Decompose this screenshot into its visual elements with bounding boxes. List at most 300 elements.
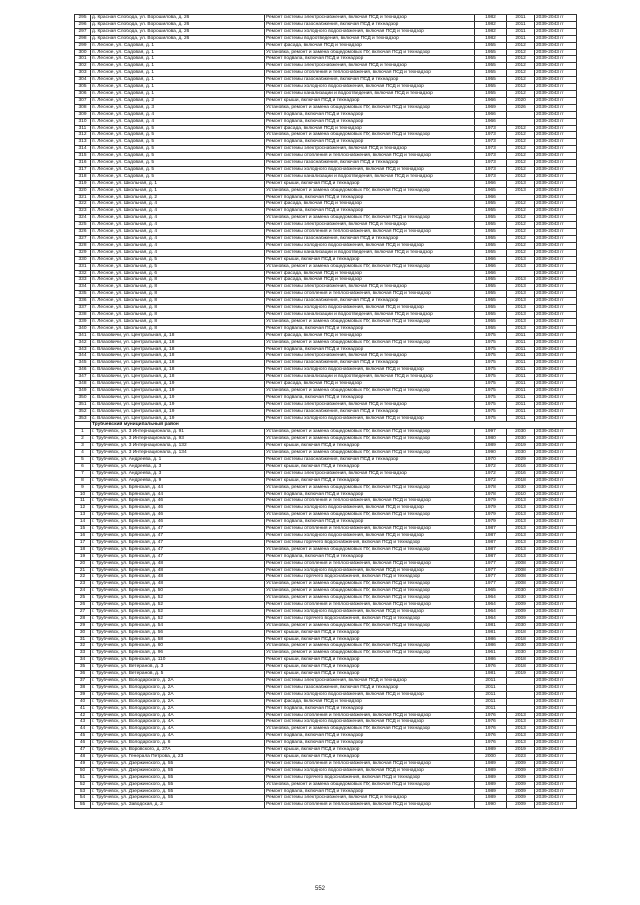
cell-per: 2039-2043 гг [535, 470, 577, 477]
cell-y1: 1964 [475, 602, 507, 609]
cell-addr: г. Трубчевск, ул. Володарского, д. 2А [91, 678, 265, 685]
table-row [75, 194, 577, 201]
cell-per: 2039-2043 гг [535, 491, 577, 498]
cell-work: Ремонт фасада, включая ПСД и технадзор [265, 277, 475, 284]
cell-y2 [507, 194, 535, 201]
table-row [75, 146, 577, 153]
cell-y2: 2008 [507, 567, 535, 574]
cell-y2: 2030 [507, 588, 535, 595]
cell-per: 2039-2043 гг [535, 788, 577, 795]
cell-y1: 1989 [475, 774, 507, 781]
table-row [75, 567, 577, 574]
cell-addr: г. Трубчевск, ул. Брянская, д. 52 [91, 602, 265, 609]
cell-y2: 2013 [507, 284, 535, 291]
document-page [74, 14, 576, 809]
cell-num: 337 [75, 305, 91, 312]
cell-y2: 2013 [507, 298, 535, 305]
cell-work: Ремонт системы горячего водоснабжения, включая ПСД и технадзор [265, 615, 475, 622]
cell-y1: 1955 [475, 90, 507, 97]
cell-num: 43 [75, 719, 91, 726]
cell-work: Ремонт системы электроснабжения, включая ПСД и технадзор [265, 15, 475, 22]
cell-addr: п. Лесное, ул. Школьная, д. 8 [91, 277, 265, 284]
cell-y1: 1982 [475, 35, 507, 42]
cell-per: 2039-2043 гг [535, 35, 577, 42]
table-row [75, 671, 577, 678]
cell-addr: г. Трубчевск, ул. 3 Интернационала, д. 93 [91, 436, 265, 443]
cell-work: Установка, ремонт и замена общедомовых ПУ, включая ПСД и технадзор [265, 781, 475, 788]
cell-num: 326 [75, 229, 91, 236]
cell-y2: 2012 [507, 166, 535, 173]
table-row [75, 684, 577, 691]
cell-num: 320 [75, 187, 91, 194]
cell-y1: 1975 [475, 332, 507, 339]
cell-y2: 2012 [507, 125, 535, 132]
cell-work: Ремонт системы отопления и теплоснабжения, включая ПСД и технадзор [265, 70, 475, 77]
cell-y1: 1976 [475, 664, 507, 671]
cell-y2: 2019 [507, 747, 535, 754]
cell-per: 2039-2043 гг [535, 747, 577, 754]
cell-y2: 2013 [507, 539, 535, 546]
table-row [75, 705, 577, 712]
cell-work: Ремонт системы отопления и теплоснабжения, включая ПСД и технадзор [265, 498, 475, 505]
cell-work: Установка, ремонт и замена общедомовых ПУ, включая ПСД и технадзор [265, 436, 475, 443]
cell-y2: 2013 [507, 712, 535, 719]
cell-addr: п. Лесное, ул. Садовая, д. 4 [91, 111, 265, 118]
cell-per: 2039-2043 гг [535, 498, 577, 505]
cell-y2: 2013 [507, 526, 535, 533]
cell-y2: 2012 [507, 215, 535, 222]
cell-y2: 2013 [507, 291, 535, 298]
cell-per: 2039-2043 гг [535, 15, 577, 22]
table-row [75, 574, 577, 581]
table-row [75, 774, 577, 781]
table-row [75, 291, 577, 298]
cell-work: Установка, ремонт и замена общедомовых ПУ, включая ПСД и технадзор [265, 104, 475, 111]
cell-num: 18 [75, 546, 91, 553]
cell-per: 2039-2043 гг [535, 664, 577, 671]
cell-num: 27 [75, 608, 91, 615]
cell-work: Ремонт системы газоснабжения, включая ПСД и технадзор [265, 684, 475, 691]
cell-per: 2039-2043 гг [535, 567, 577, 574]
cell-addr: г. Трубчевск, ул. Брянская, д. 46 [91, 519, 265, 526]
cell-y2 [507, 691, 535, 698]
table-row [75, 173, 577, 180]
cell-num: 353 [75, 415, 91, 422]
cell-work: Установка, ремонт и замена общедомовых ПУ, включая ПСД и технадзор [265, 132, 475, 139]
cell-num: 16 [75, 532, 91, 539]
cell-addr: п. Лесное, ул. Школьная, д. 4 [91, 208, 265, 215]
cell-y1: 1955 [475, 77, 507, 84]
cell-y2: 2011 [507, 21, 535, 28]
cell-y1: 1955 [475, 49, 507, 56]
cell-y2: 2012 [507, 153, 535, 160]
table-row [75, 256, 577, 263]
cell-y1: 1972 [475, 463, 507, 470]
cell-per: 2039-2043 гг [535, 539, 577, 546]
table-row [75, 84, 577, 91]
table-row [75, 35, 577, 42]
cell-addr: п. Лесное, ул. Садовая, д. 1 [91, 70, 265, 77]
cell-num: 42 [75, 712, 91, 719]
cell-y2: 2026 [507, 104, 535, 111]
cell-num: 349 [75, 387, 91, 394]
table-row [75, 132, 577, 139]
cell-addr: г. Трубчевск, ул. 3 Интернационала, д. 134 [91, 450, 265, 457]
table-row [75, 664, 577, 671]
cell-work: Установка, ремонт и замена общедомовых ПУ, включая ПСД и технадзор [265, 387, 475, 394]
cell-addr: п. Лесное, ул. Школьная, д. 2 [91, 194, 265, 201]
cell-y1: 2011 [475, 684, 507, 691]
table-row [75, 802, 577, 809]
cell-num: 14 [75, 519, 91, 526]
cell-y1: 1987 [475, 532, 507, 539]
cell-work: Ремонт системы электроснабжения, включая ПСД и технадзор [265, 284, 475, 291]
cell-y1: 1973 [475, 132, 507, 139]
cell-y1: 1975 [475, 367, 507, 374]
cell-addr: г. Трубчевск, ул. Дзержинского, д. 55 [91, 760, 265, 767]
cell-work: Ремонт системы холодного водоснабжения, включая ПСД и технадзор [265, 166, 475, 173]
section-header-group [75, 422, 577, 429]
cell-y1: 1955 [475, 298, 507, 305]
cell-num: 334 [75, 284, 91, 291]
table-row [75, 470, 577, 477]
cell-addr: г. Трубчевск, ул. Брянская, д. 47 [91, 539, 265, 546]
cell-y1: 1989 [475, 760, 507, 767]
cell-y1: 1966 [475, 97, 507, 104]
cell-num: 46 [75, 740, 91, 747]
cell-addr: г. Трубчевск, ул. Володарского, д. 2А [91, 705, 265, 712]
cell-num: 344 [75, 353, 91, 360]
cell-num: 35 [75, 664, 91, 671]
cell-addr: г. Трубчевск, ул. Брянская, д. 48 [91, 574, 265, 581]
cell-addr: с. Влазовичи, ул. Центральная, д. 18 [91, 360, 265, 367]
cell-addr: г. Трубчевск, ул. Брянская, д. 46 [91, 505, 265, 512]
cell-y2: 2011 [507, 339, 535, 346]
cell-y2: 2011 [507, 408, 535, 415]
cell-per: 2039-2043 гг [535, 553, 577, 560]
table-row [75, 740, 577, 747]
cell-y1: 1964 [475, 615, 507, 622]
cell-per: 2039-2043 гг [535, 146, 577, 153]
cell-addr: п. Лесное, ул. Садовая, д. 5 [91, 139, 265, 146]
cell-per: 2039-2043 гг [535, 284, 577, 291]
table-row [75, 450, 577, 457]
cell-work: Ремонт подвала, включая ПСД и технадзор [265, 519, 475, 526]
cell-work: Ремонт системы холодного водоснабжения, включая ПСД и технадзор [265, 767, 475, 774]
cell-work: Установка, ремонт и замена общедомовых ПУ, включая ПСД и технадзор [265, 650, 475, 657]
cell-y2: 2030 [507, 450, 535, 457]
cell-y2: 2012 [507, 236, 535, 243]
cell-y1: 1966 [475, 270, 507, 277]
cell-work: Ремонт фасада, включая ПСД и технадзор [265, 201, 475, 208]
cell-num: 26 [75, 602, 91, 609]
table-row [75, 311, 577, 318]
cell-y1: 1955 [475, 229, 507, 236]
section-header-row [75, 422, 577, 429]
cell-y1: 1955 [475, 201, 507, 208]
cell-num: 49 [75, 760, 91, 767]
cell-addr: г. Трубчевск, ул. Андреева, д. 3 [91, 463, 265, 470]
cell-num: 40 [75, 698, 91, 705]
cell-addr: г. Трубчевск, ул. Брянская, д. 58 [91, 636, 265, 643]
cell-y1: 1955 [475, 291, 507, 298]
cell-y1: 1975 [475, 415, 507, 422]
cell-per: 2039-2043 гг [535, 457, 577, 464]
cell-y2: 2016 [507, 463, 535, 470]
cell-y1: 1975 [475, 346, 507, 353]
cell-y1: 1987 [475, 546, 507, 553]
cell-y2: 2011 [507, 353, 535, 360]
cell-y2: 2012 [507, 56, 535, 63]
cell-num: 55 [75, 802, 91, 809]
cell-y1: 1986 [475, 657, 507, 664]
cell-y2: 2009 [507, 602, 535, 609]
cell-y2: 2018 [507, 636, 535, 643]
cell-y2: 2013 [507, 553, 535, 560]
cell-addr: г. Трубчевск, ул. Володарского, д. 4А [91, 712, 265, 719]
cell-num: 322 [75, 201, 91, 208]
cell-num: 325 [75, 222, 91, 229]
cell-per: 2039-2043 гг [535, 602, 577, 609]
cell-addr: г. Трубчевск, ул. Брянская, д. 52 [91, 615, 265, 622]
cell-y2: 2011 [507, 35, 535, 42]
cell-num: 330 [75, 256, 91, 263]
cell-addr: г. Трубчевск, ул. Дзержинского, д. 55 [91, 767, 265, 774]
cell-per: 2039-2043 гг [535, 767, 577, 774]
cell-work: Ремонт системы электроснабжения, включая ПСД и технадзор [265, 678, 475, 685]
cell-y1: 1977 [475, 560, 507, 567]
cell-y1: 1955 [475, 318, 507, 325]
cell-per: 2039-2043 гг [535, 712, 577, 719]
cell-num: 33 [75, 650, 91, 657]
cell-num: 303 [75, 70, 91, 77]
cell-work: Установка, ремонт и замена общедомовых ПУ, включая ПСД и технадзор [265, 546, 475, 553]
cell-y1: 1976 [475, 740, 507, 747]
cell-y2: 2011 [507, 332, 535, 339]
cell-addr: п. Лесное, ул. Школьная, д. 4 [91, 201, 265, 208]
cell-y2: 2012 [507, 132, 535, 139]
cell-per: 2039-2043 гг [535, 574, 577, 581]
cell-y2: 2012 [507, 160, 535, 167]
table-row [75, 104, 577, 111]
table-row [75, 215, 577, 222]
cell-addr: г. Трубчевск, ул. Воровского, д. 27А [91, 747, 265, 754]
cell-y2: 2019 [507, 671, 535, 678]
cell-num: 47 [75, 747, 91, 754]
cell-num: 342 [75, 339, 91, 346]
cell-per: 2039-2043 гг [535, 588, 577, 595]
table-row [75, 519, 577, 526]
cell-addr: п. Лесное, ул. Садовая, д. 5 [91, 125, 265, 132]
cell-work: Установка, ремонт и замена общедомовых ПУ, включая ПСД и технадзор [265, 339, 475, 346]
cell-work: Ремонт системы отопления и теплоснабжения, включая ПСД и технадзор [265, 229, 475, 236]
cell-y2: 2010 [507, 491, 535, 498]
cell-y1: 1955 [475, 305, 507, 312]
cell-work: Ремонт фасада, включая ПСД и технадзор [265, 381, 475, 388]
table-row [75, 139, 577, 146]
table-row [75, 415, 577, 422]
cell-num: 295 [75, 15, 91, 22]
table-row [75, 546, 577, 553]
cell-work: Ремонт системы электроснабжения, включая ПСД и технадзор [265, 795, 475, 802]
cell-addr: г. Трубчевск, ул. Заводская, д. 2 [91, 802, 265, 809]
table-row [75, 153, 577, 160]
cell-y1: 1970 [475, 457, 507, 464]
cell-y1: 1973 [475, 146, 507, 153]
cell-addr: п. Лесное, ул. Садовая, д. 5 [91, 160, 265, 167]
cell-y2: 2013 [507, 187, 535, 194]
table-row [75, 201, 577, 208]
cell-y1: 1975 [475, 381, 507, 388]
cell-y1: 1979 [475, 505, 507, 512]
cell-y2: 2013 [507, 740, 535, 747]
cell-addr: п. Лесное, ул. Школьная, д. 8 [91, 305, 265, 312]
cell-y1: 1975 [475, 387, 507, 394]
cell-per: 2039-2043 гг [535, 311, 577, 318]
cell-num: 29 [75, 622, 91, 629]
cell-per: 2039-2043 гг [535, 463, 577, 470]
cell-num: 299 [75, 42, 91, 49]
cell-per: 2039-2043 гг [535, 774, 577, 781]
cell-y2: 2023 [507, 753, 535, 760]
cell-work: Ремонт крыши, включая ПСД и технадзор [265, 477, 475, 484]
cell-y1: 1955 [475, 63, 507, 70]
cell-per: 2039-2043 гг [535, 180, 577, 187]
table-row [75, 97, 577, 104]
cell-per: 2039-2043 гг [535, 194, 577, 201]
cell-work: Ремонт системы канализации и водоотведения, включая ПСД и технадзор [265, 173, 475, 180]
cell-per: 2039-2043 гг [535, 415, 577, 422]
cell-addr: п. Лесное, ул. Садовая, д. 1 [91, 42, 265, 49]
cell-addr: с. Влазовичи, ул. Центральная, д. 19 [91, 387, 265, 394]
cell-addr: г. Трубчевск, ул. 3 Интернационала, д. 91 [91, 429, 265, 436]
table-row [75, 719, 577, 726]
cell-work: Установка, ремонт и замена общедомовых ПУ, включая ПСД и технадзор [265, 512, 475, 519]
cell-y1: 1979 [475, 498, 507, 505]
cell-y2: 2009 [507, 608, 535, 615]
table-row [75, 505, 577, 512]
table-row [75, 712, 577, 719]
cell-per: 2039-2043 гг [535, 546, 577, 553]
cell-num: 298 [75, 35, 91, 42]
cell-y2: 2012 [507, 42, 535, 49]
cell-work: Ремонт подвала, включая ПСД и технадзор [265, 208, 475, 215]
cell-addr: п. Лесное, ул. Школьная, д. 4 [91, 229, 265, 236]
cell-addr: п. Лесное, ул. Садовая, д. 1 [91, 63, 265, 70]
cell-per: 2039-2043 гг [535, 270, 577, 277]
cell-y2 [507, 270, 535, 277]
cell-work: Ремонт подвала, включая ПСД и технадзор [265, 553, 475, 560]
cell-per: 2039-2043 гг [535, 678, 577, 685]
cell-y1: 1966 [475, 194, 507, 201]
cell-y1: 1972 [475, 477, 507, 484]
table-row [75, 263, 577, 270]
cell-addr: п. Лесное, ул. Школьная, д. 4 [91, 249, 265, 256]
cell-per: 2039-2043 гг [535, 532, 577, 539]
cell-num: 45 [75, 733, 91, 740]
table-row [75, 657, 577, 664]
table-row [75, 526, 577, 533]
cell-work: Ремонт фасада, включая ПСД и технадзор [265, 698, 475, 705]
cell-work: Ремонт системы канализации и водоотведения, включая ПСД и технадзор [265, 90, 475, 97]
cell-work: Ремонт системы горячего водоснабжения, включая ПСД и технадзор [265, 774, 475, 781]
cell-y2: 2012 [507, 201, 535, 208]
table-row [75, 678, 577, 685]
cell-y2: 2011 [507, 360, 535, 367]
cell-addr: г. Трубчевск, ул. Брянская, д. 47 [91, 553, 265, 560]
cell-y1: 1965 [475, 187, 507, 194]
cell-y2: 2012 [507, 90, 535, 97]
cell-work: Установка, ремонт и замена общедомовых ПУ, включая ПСД и технадзор [265, 263, 475, 270]
cell-per: 2039-2043 гг [535, 118, 577, 125]
cell-y2: 2009 [507, 802, 535, 809]
cell-y1: 1990 [475, 802, 507, 809]
cell-per: 2039-2043 гг [535, 581, 577, 588]
cell-num: 321 [75, 194, 91, 201]
table-row [75, 636, 577, 643]
cell-num: 4 [75, 450, 91, 457]
cell-work: Ремонт системы холодного водоснабжения, включая ПСД и технадзор [265, 84, 475, 91]
table-row [75, 581, 577, 588]
cell-num: 305 [75, 84, 91, 91]
cell-addr: с. Влазовичи, ул. Центральная, д. 18 [91, 346, 265, 353]
cell-y1: 1975 [475, 339, 507, 346]
cell-per: 2039-2043 гг [535, 381, 577, 388]
cell-num: 297 [75, 28, 91, 35]
cell-y1: 1977 [475, 567, 507, 574]
cell-y1: 2011 [475, 705, 507, 712]
cell-addr: с. Влазовичи, ул. Центральная, д. 18 [91, 374, 265, 381]
cell-addr: г. Трубчевск, ул. Андреева, д. 1 [91, 457, 265, 464]
cell-y2: 2013 [507, 726, 535, 733]
cell-num: 301 [75, 56, 91, 63]
cell-y2: 2012 [507, 222, 535, 229]
cell-per: 2039-2043 гг [535, 90, 577, 97]
cell-per: 2039-2043 гг [535, 622, 577, 629]
cell-y2: 2013 [507, 532, 535, 539]
table-row [75, 491, 577, 498]
cell-num: 21 [75, 567, 91, 574]
cell-y2: 2009 [507, 760, 535, 767]
cell-y1: 1979 [475, 519, 507, 526]
cell-num: 8 [75, 477, 91, 484]
cell-num: 3 [75, 443, 91, 450]
table-row [75, 180, 577, 187]
cell-addr: п. Лесное, ул. Школьная, д. 6 [91, 270, 265, 277]
cell-y2: 2018 [507, 477, 535, 484]
cell-y1: 1961 [475, 650, 507, 657]
cell-y2: 2012 [507, 77, 535, 84]
cell-per: 2039-2043 гг [535, 733, 577, 740]
cell-y1: 1972 [475, 470, 507, 477]
cell-per: 2039-2043 гг [535, 560, 577, 567]
cell-work: Ремонт системы холодного водоснабжения, включая ПСД и технадзор [265, 305, 475, 312]
cell-per: 2039-2043 гг [535, 242, 577, 249]
cell-addr: г. Трубчевск, ул. Володарского, д. 2А [91, 698, 265, 705]
cell-num: 48 [75, 753, 91, 760]
cell-y2: 2013 [507, 512, 535, 519]
cell-per: 2039-2043 гг [535, 84, 577, 91]
cell-y1: 1955 [475, 284, 507, 291]
table-row [75, 56, 577, 63]
cell-num: 314 [75, 146, 91, 153]
cell-num: 17 [75, 539, 91, 546]
cell-per: 2039-2043 гг [535, 70, 577, 77]
cell-num: 19 [75, 553, 91, 560]
cell-addr: п. Лесное, ул. Школьная, д. 4 [91, 236, 265, 243]
cell-y2: 2030 [507, 436, 535, 443]
cell-per: 2039-2043 гг [535, 657, 577, 664]
